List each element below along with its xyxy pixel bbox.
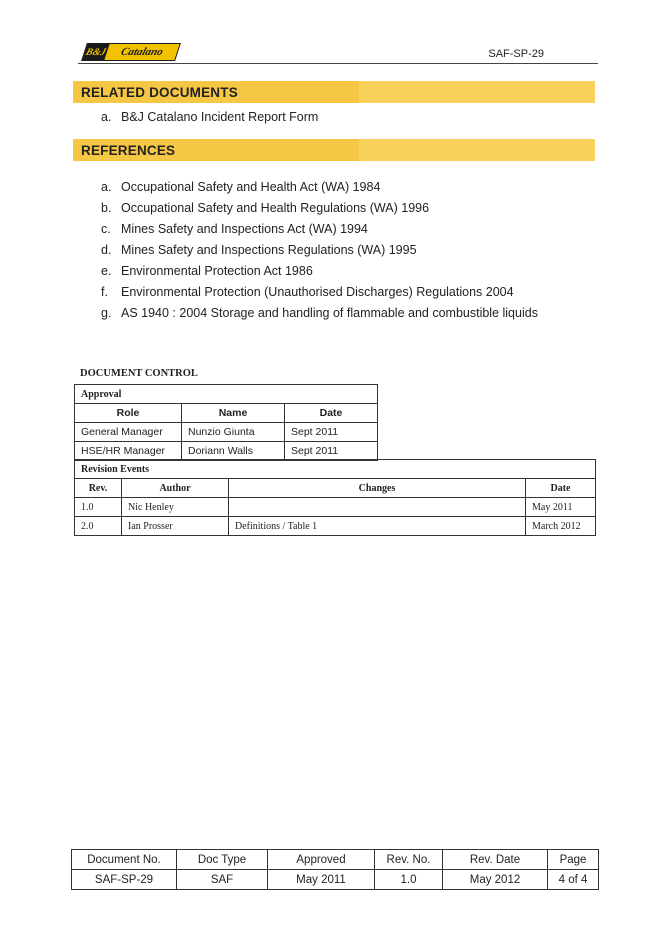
list-text: B&J Catalano Incident Report Form [121,110,319,124]
column-header: Rev. [75,479,122,498]
table-row [75,517,596,536]
footer-label: Approved [268,850,375,870]
table-cell: May 2011 [526,498,596,517]
footer-value: SAF-SP-29 [72,870,177,890]
list-text: Occupational Safety and Health Regulations (WA) 1996 [121,201,430,215]
logo-mark: B&J [82,44,109,60]
table-cell: Sept 2011 [285,442,378,461]
footer-value: 1.0 [375,870,443,890]
list-text: Occupational Safety and Health Act (WA) 1984 [121,180,381,194]
footer-label: Rev. No. [375,850,443,870]
company-logo [81,43,181,61]
list-item [101,306,538,320]
footer-value: SAF [177,870,268,890]
list-letter: a. [101,180,112,194]
footer-label: Doc Type [177,850,268,870]
list-item [101,222,368,236]
footer-table [71,849,599,890]
list-text: Environmental Protection Act 1986 [121,264,313,278]
list-item [101,110,318,124]
list-item [101,201,429,215]
list-text: Mines Safety and Inspections Regulations (WA) 1995 [121,243,417,257]
footer-label: Page [548,850,599,870]
related-documents-banner [73,81,595,103]
column-header: Name [182,404,285,423]
table-header-row [72,850,599,870]
list-letter: e. [101,264,112,278]
table-cell: Nunzio Giunta [182,423,285,442]
table-cell: Sept 2011 [285,423,378,442]
revision-table [74,459,596,536]
list-text: Environmental Protection (Unauthorised Discharges) Regulations 2004 [121,285,514,299]
list-letter: f. [101,285,108,299]
footer-value: May 2012 [443,870,548,890]
column-header: Changes [229,479,526,498]
table-row [75,442,378,461]
list-letter: b. [101,201,112,215]
table-heading: Revision Events [75,460,596,479]
table-cell [229,498,526,517]
footer-label: Document No. [72,850,177,870]
footer-label: Rev. Date [443,850,548,870]
list-item [101,264,313,278]
list-item [101,180,380,194]
list-item [101,285,514,299]
footer-value: 4 of 4 [548,870,599,890]
table-cell: Nic Henley [122,498,229,517]
column-header: Role [75,404,182,423]
table-cell: March 2012 [526,517,596,536]
table-cell: Doriann Walls [182,442,285,461]
header-divider [78,63,598,64]
table-header-row [75,404,378,423]
table-row [72,870,599,890]
approval-table [74,384,378,461]
references-banner [73,139,595,161]
column-header: Date [526,479,596,498]
document-reference: SAF-SP-29 [488,48,544,60]
footer-value: May 2011 [268,870,375,890]
logo-wordmark: Catalano [119,46,165,58]
table-header-row [75,479,596,498]
section-title: REFERENCES [81,142,176,158]
table-heading: Approval [75,385,378,404]
list-item [101,243,417,257]
list-letter: g. [101,306,112,320]
table-cell: Ian Prosser [122,517,229,536]
column-header: Author [122,479,229,498]
table-cell: General Manager [75,423,182,442]
column-header: Date [285,404,378,423]
list-text: AS 1940 : 2004 Storage and handling of flammable and combustible liquids [121,306,538,320]
table-row [75,498,596,517]
list-letter: c. [101,222,111,236]
table-cell: 1.0 [75,498,122,517]
table-cell: 2.0 [75,517,122,536]
section-title: RELATED DOCUMENTS [81,84,238,100]
table-row [75,423,378,442]
list-text: Mines Safety and Inspections Act (WA) 1994 [121,222,368,236]
table-cell: HSE/HR Manager [75,442,182,461]
list-letter: a. [101,110,112,124]
table-cell: Definitions / Table 1 [229,517,526,536]
list-letter: d. [101,243,112,257]
document-control-title: DOCUMENT CONTROL [80,368,198,379]
